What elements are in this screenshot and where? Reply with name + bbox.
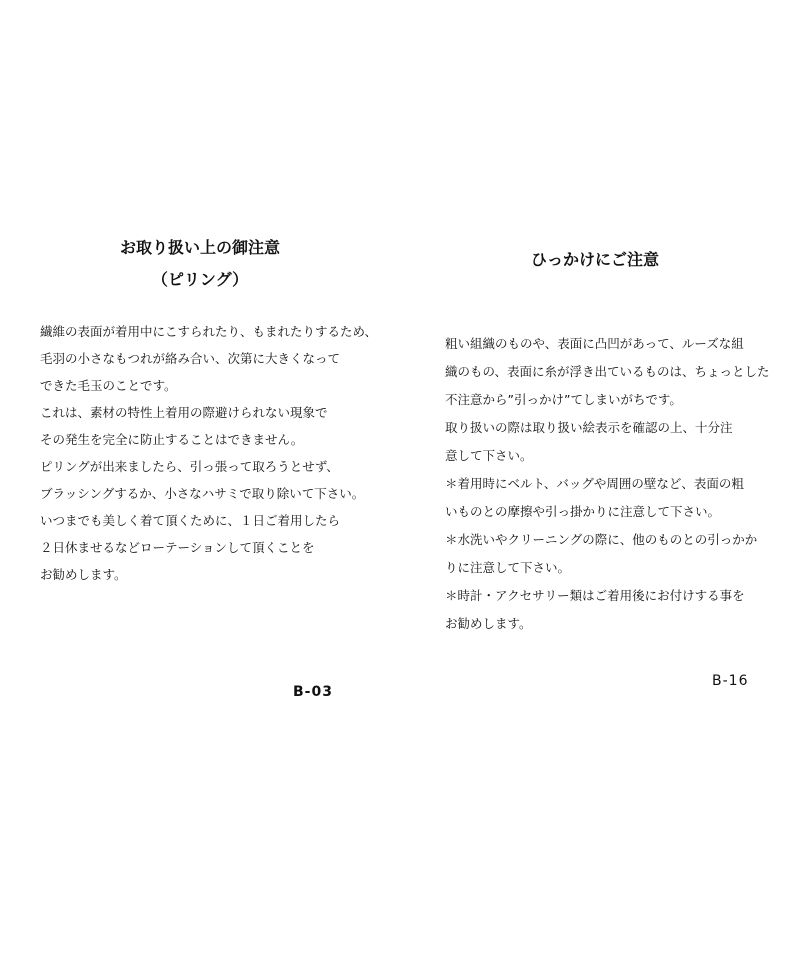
text-line: 意して下さい。	[445, 448, 533, 463]
pilling-title: お取り扱い上の御注意	[119, 238, 280, 257]
text-line: 織のもの、表面に糸が浮き出ているものは、ちょっとした	[445, 364, 770, 379]
text-line: 取り扱いの際は取り扱い絵表示を確認の上、十分注	[445, 420, 733, 435]
snag-title-group	[445, 244, 745, 276]
pilling-code-label: B-03	[293, 684, 333, 700]
pilling-care-notice	[40, 232, 378, 588]
text-line: 不注意から”引っかけ”てしまいがちです。	[445, 392, 682, 407]
text-line: 毛羽の小さなもつれが絡み合い、次第に大きくなって	[40, 351, 341, 366]
text-line: いつまでも美しく着て頂くために、１日ご着用したら	[40, 513, 341, 528]
text-line: ＊水洗いやクリーニングの際に、他のものとの引っかか	[445, 532, 758, 547]
text-line: これは、素材の特性上着用の際避けられない現象で	[40, 405, 328, 420]
pilling-title-group	[40, 232, 360, 296]
snag-body-text	[445, 330, 775, 638]
text-line: 粗い組織のものや、表面に凸凹があって、ルーズな組	[445, 336, 744, 351]
text-line: ２日休ませるなどローテーションして頂くことを	[40, 540, 315, 555]
text-line: 繊維の表面が着用中にこすられたり、もまれたりするため、	[40, 324, 378, 339]
pilling-subtitle: （ピリング）	[151, 270, 249, 289]
text-line: ＊着用時にベルト、バッグや周囲の壁など、表面の粗	[445, 476, 744, 491]
text-line: お勧めします。	[445, 616, 532, 631]
pilling-body-text	[40, 318, 378, 588]
text-line: ピリングが出来ましたら、引っ張って取ろうとせず、	[40, 459, 339, 474]
text-line: できた毛玉のことです。	[40, 378, 177, 393]
text-line: お勧めします。	[40, 567, 127, 582]
text-line: その発生を完全に防止することはできません。	[40, 432, 304, 447]
text-line: ブラッシングするか、小さなハサミで取り除いて下さい。	[40, 486, 365, 501]
snag-title: ひっかけにご注意	[530, 250, 659, 269]
text-line: いものとの摩擦や引っ掛かりに注意して下さい。	[445, 504, 721, 519]
snag-code-label: B-16	[712, 673, 749, 689]
text-line: りに注意して下さい。	[445, 560, 571, 575]
text-line: ＊時計・アクセサリー類はご着用後にお付けする事を	[445, 588, 745, 603]
snag-care-notice	[445, 244, 775, 638]
